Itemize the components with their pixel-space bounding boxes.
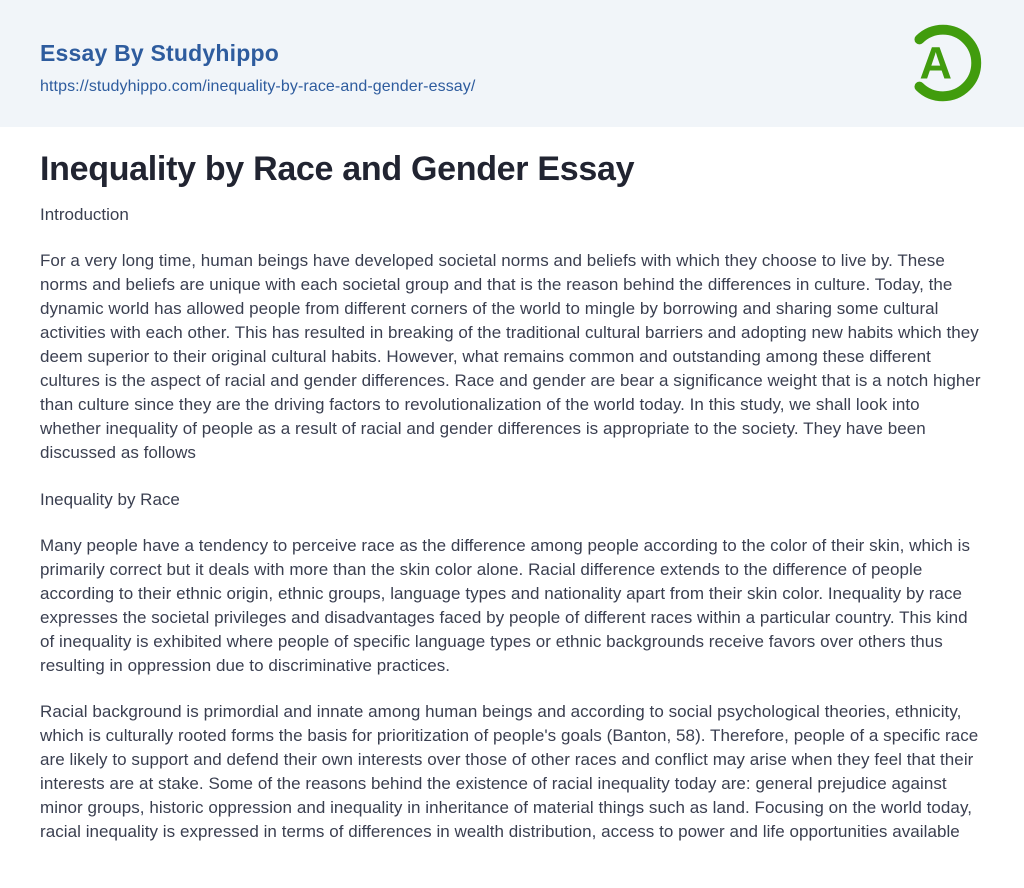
essay-content <box>0 127 1024 884</box>
section-introduction <box>40 203 984 465</box>
essay-title: Inequality by Race and Gender Essay <box>40 150 635 188</box>
section-heading-introduction: Introduction <box>40 205 129 224</box>
essay-paragraph: Racial background is primordial and innate among human beings and according to social psychological theories, ethnicity, which is culturally rooted forms the basis for prioritization of people's goals (Banton, 58). Therefore, people of a specific race are likely to support and defend their own interests over those of other races and conflict may arise when they feel that their interests are at stake. Some of the reasons behind the existence of racial inequality today are: general prejudice against minor groups, historic oppression and inequality in inheritance of material things such as land. Focusing on the world today, racial inequality is expressed in terms of differences in wealth distribution, access to power and life opportunities available <box>40 702 979 841</box>
page-header <box>0 0 1024 127</box>
essay-paragraph: For a very long time, human beings have developed societal norms and beliefs with which they choose to live by. These norms and beliefs are unique with each societal group and that is the reason behind the differences in culture. Today, the dynamic world has allowed people from different corners of the world to mingle by borrowing and sharing some cultural activities with each other. This has resulted in breaking of the traditional cultural barriers and adopting new habits which they deem superior to their original cultural habits. However, what remains common and outstanding among these different cultures is the aspect of racial and gender differences. Race and gender are bear a significance weight that is a notch higher than culture since they are the driving factors to revolutionalization of the world today. In this study, we shall look into whether inequality of people as a result of racial and gender differences is appropriate to the society. They have been discussed as follows <box>40 251 981 462</box>
section-heading-inequality-by-race: Inequality by Race <box>40 490 180 509</box>
studyhippo-logo <box>898 18 988 108</box>
logo-letter: A <box>919 37 953 89</box>
essay-paragraph: Many people have a tendency to perceive race as the difference among people according to the color of their skin, which is primarily correct but it deals with more than the skin color alone. Racial difference extends to the difference of people according to their ethnic origin, ethnic groups, language types and nationality apart from their skin color. Inequality by race expresses the societal privileges and disadvantages faced by people of different races within a particular country. This kind of inequality is exhibited where people of specific language types or ethnic backgrounds receive favors over others thus resulting in oppression due to discriminative practices. <box>40 536 971 675</box>
site-title: Essay By Studyhippo <box>40 40 279 66</box>
section-inequality-by-race <box>40 488 984 844</box>
page-url-link[interactable]: https://studyhippo.com/inequality-by-race-and-gender-essay/ <box>40 78 476 95</box>
